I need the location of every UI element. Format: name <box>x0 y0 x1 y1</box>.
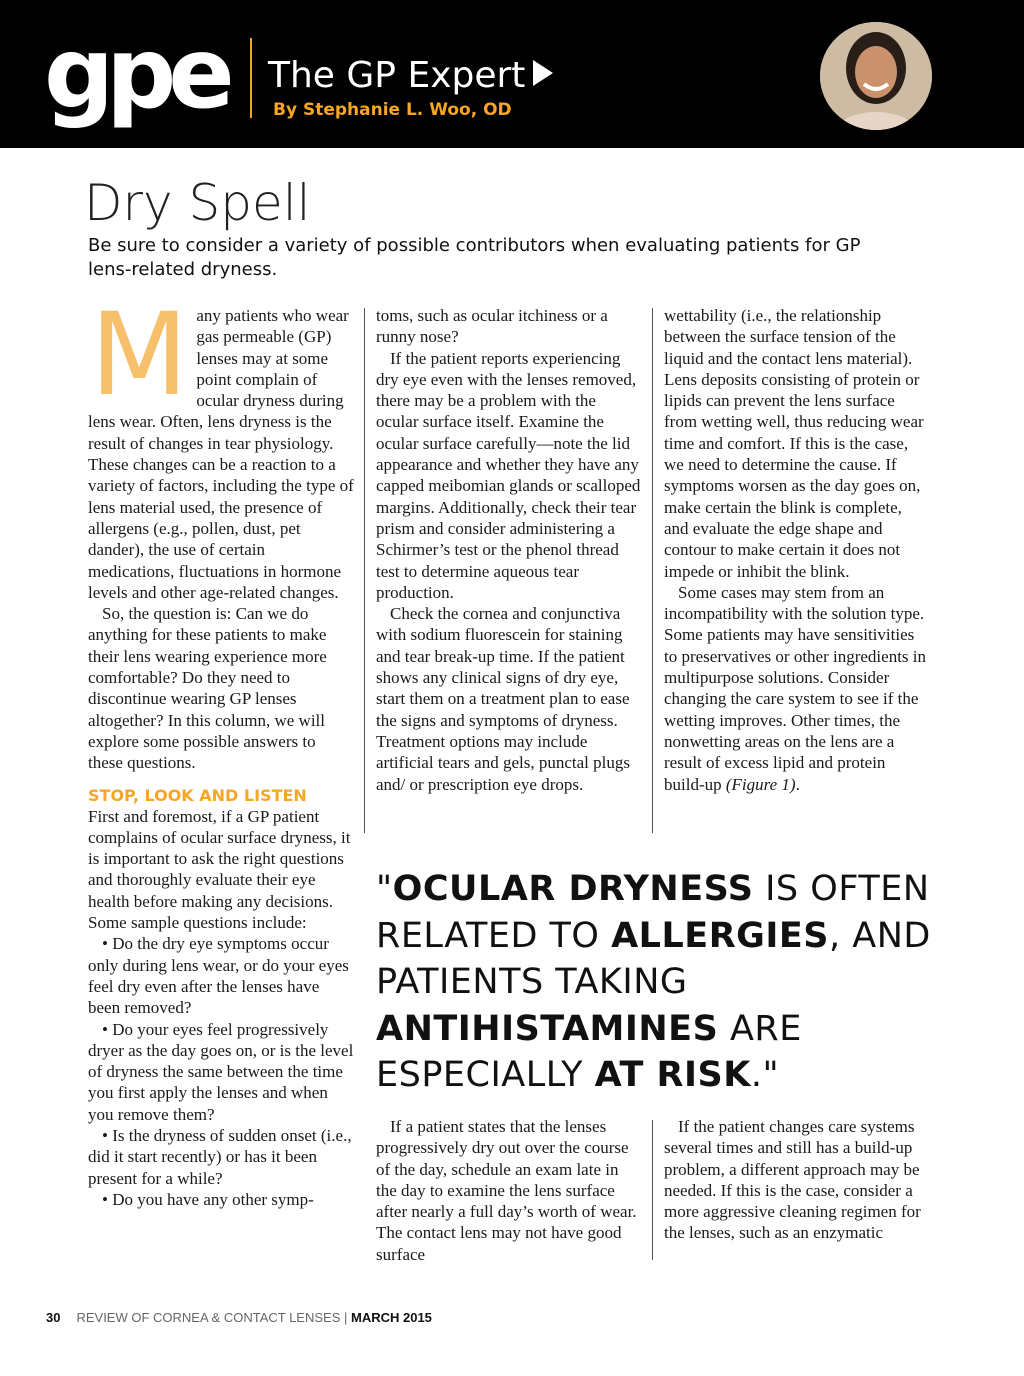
bullet-item: • Do the dry eye symptoms occur only during lens wear, or do your eyes feel dry even after the lenses have been removed? <box>88 934 349 1018</box>
pull-quote <box>376 866 976 1099</box>
intro-paragraph <box>88 288 354 603</box>
column-rule <box>652 1120 653 1260</box>
column-3-top <box>664 305 930 795</box>
column-rule <box>652 308 653 833</box>
intro-text: any patients who wear gas permeable (GP) lenses may at some point complain of ocular dryness during lens wear. Often, lens dryness is the result of changes in tear physiology. These changes can be a reaction to a variety of factors, including the type of lens material used, the presence of allergens (e.g., pollen, dust, pet dander), the use of certain medications, fluctuations in hormone levels and other age-related changes. <box>88 306 354 602</box>
series-title-text: The GP Expert <box>268 55 526 96</box>
quote-emphasis: AT RISK <box>594 1055 751 1095</box>
author-portrait-icon <box>820 22 932 130</box>
paragraph: First and foremost, if a GP patient complains of ocular surface dryness, it is important to ask the right questions and thoroughly evaluate their eye health before making any decisions. Some sample questions include: <box>88 806 351 933</box>
series-title <box>268 54 553 98</box>
paragraph-text: Some cases may stem from an incompatibility with the solution type. Some patients may have sensitivities to preservatives or other ingredients in multipurpose solutions. Consider changing the care system to see if the wetting improves. Other times, the nonwetting areas on the lens are a result of excess lipid and protein build-up <box>664 582 927 794</box>
paragraph-end: . <box>795 774 800 794</box>
play-arrow-icon <box>533 60 553 86</box>
quote-mark: " <box>376 869 393 909</box>
article-title: Dry Spell <box>84 174 311 232</box>
issue-date: MARCH 2015 <box>350 1310 432 1325</box>
figure-reference: (Figure 1) <box>725 774 796 794</box>
bullet-item: • Do your eyes feel progressively dryer as the day goes on, or is the level of dryness the same between the time you first apply the lenses and when you remove them? <box>88 1019 354 1124</box>
paragraph: If the patient reports experiencing dry eye even with the lenses removed, there may be a problem with the ocular surface itself. Examine the ocular surface carefully—note the lid appearance and whether they have any capped meibomian glands or scalloped margins. Additionally, check their tear prism and consider administering a Schirmer’s test or the phenol thread test to determine aqueous tear production. <box>376 348 641 602</box>
drop-cap: M <box>90 288 189 421</box>
paragraph: If the patient changes care systems several times and still has a build-up problem, a different approach may be needed. If this is the case, consider a more aggressive cleaning regimen for the lenses, such as an enzymatic <box>664 1117 921 1243</box>
gpe-logo: gpe <box>44 17 227 131</box>
header-divider <box>250 38 252 118</box>
quote-text: , AND PATIENTS TAKING <box>376 915 931 1002</box>
author-photo <box>820 22 932 130</box>
quote-emphasis: OCULAR DRYNESS <box>392 869 754 909</box>
publication-name: REVIEW OF CORNEA & CONTACT LENSES | <box>76 1310 348 1325</box>
paragraph: So, the question is: Can we do anything for these patients to make their lens wearing experience more comfortable? Do they need to discontinue wearing GP lenses altogether? In this column, we will explore some possible answers to these questions. <box>88 604 327 773</box>
section-heading: STOP, LOOK AND LISTEN <box>88 785 307 805</box>
column-rule <box>364 308 365 833</box>
paragraph <box>664 582 930 795</box>
column-1 <box>88 288 354 1210</box>
quote-mark: ." <box>750 1055 780 1095</box>
byline: By Stephanie L. Woo, OD <box>273 100 512 120</box>
article-deck: Be sure to consider a variety of possible contributors when evaluating patients for GP lens-related dryness. <box>88 235 861 280</box>
quote-text: ARE ESPECIALLY <box>376 1008 802 1095</box>
header-banner <box>0 0 1024 148</box>
quote-emphasis: ANTIHISTAMINES <box>376 1008 719 1049</box>
page-footer <box>46 1310 432 1325</box>
column-2-bottom <box>376 1116 642 1265</box>
paragraph: If a patient states that the lenses progressively dry out over the course of the day, schedule an exam late in the day to examine the lens surface after nearly a full day’s worth of wear. The contact lens may not have good surface <box>376 1117 637 1264</box>
page-number: 30 <box>46 1310 61 1325</box>
quote-emphasis: ALLERGIES <box>611 915 830 956</box>
column-2-top <box>376 305 642 795</box>
paragraph: toms, such as ocular itchiness or a runny nose? <box>376 306 608 347</box>
quote-text: IS OFTEN RELATED TO <box>376 869 930 956</box>
bullet-item: • Do you have any other symp- <box>102 1189 314 1209</box>
column-3-bottom <box>664 1116 930 1244</box>
paragraph: Check the cornea and conjunctiva with sodium fluorescein for staining and tear break-up time. If the patient shows any clinical signs of dry eye, start them on a treatment plan to ease the signs and symptoms of dryness. Treatment options may include artificial tears and gels, punctal plugs and/ or prescription eye drops. <box>376 604 630 794</box>
bullet-item: • Is the dryness of sudden onset (i.e., did it start recently) or has it been present for a while? <box>88 1125 352 1188</box>
paragraph: wettability (i.e., the relationship between the surface tension of the liquid and the contact lens material). Lens deposits consisting of protein or lipids can prevent the lens surface from wetting well, thus reducing wear time and comfort. If this is the case, we need to determine the cause. If symptoms worsen as the day goes on, make certain the blink is complete, and evaluate the edge shape and contour to make certain it does not impede or inhibit the blink. <box>664 306 924 581</box>
